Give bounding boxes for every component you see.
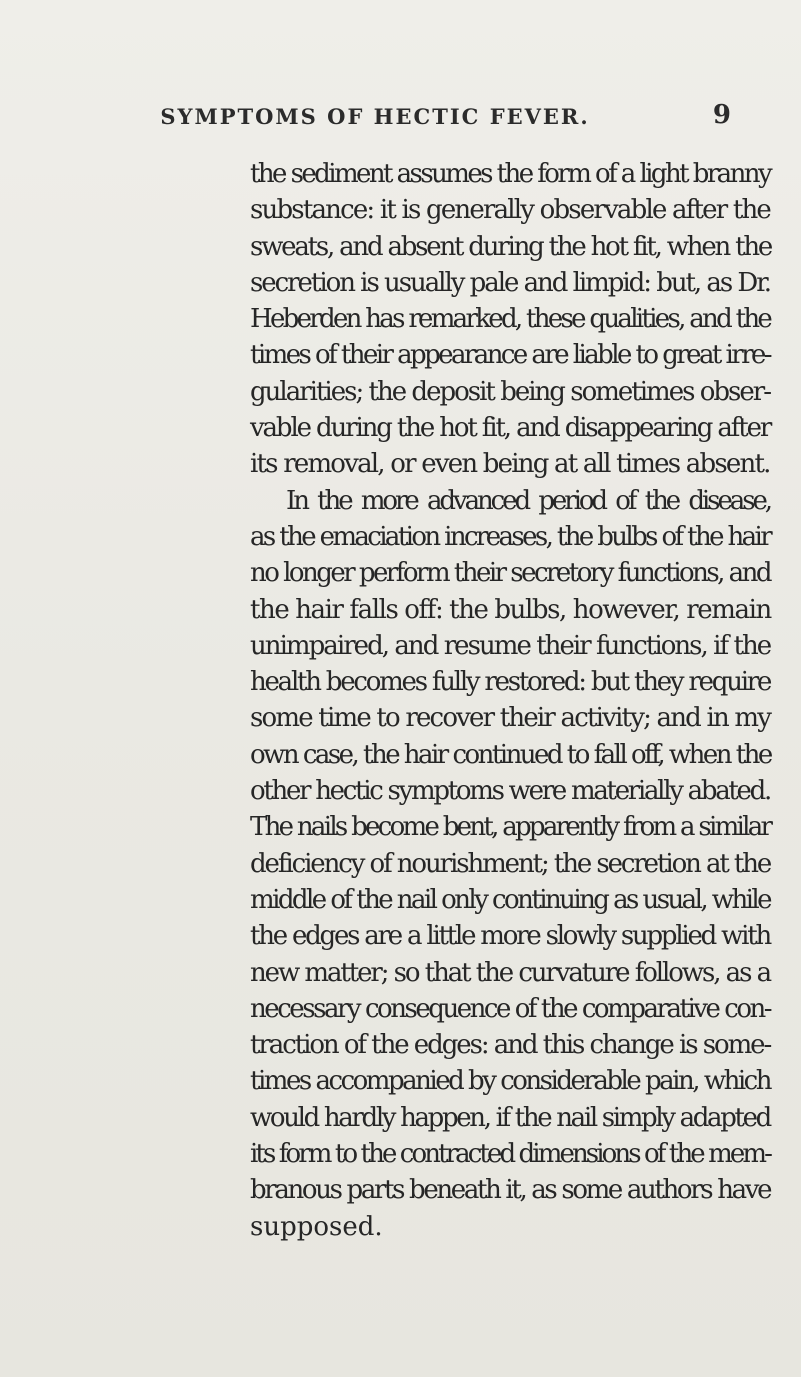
- text-line: vable during the hot fit, and disappearing after: [250, 413, 771, 444]
- text-line: unimpaired, and resume their functions, if the: [250, 630, 771, 661]
- paragraph-2: [250, 483, 770, 1245]
- text-line: middle of the nail only continuing as usual, while: [250, 884, 770, 915]
- text-line: times accompanied by considerable pain, which: [250, 1066, 770, 1097]
- text-line: traction of the edges: and this change is some-: [250, 1030, 771, 1061]
- page-number: 9: [712, 100, 731, 130]
- text-line: some time to recover their activity; and in my: [250, 703, 771, 734]
- text-line: new matter; so that the curvature follows, as a: [250, 957, 770, 988]
- text-line: its removal, or even being at all times absent.: [250, 449, 770, 480]
- text-line: health becomes fully restored: but they require: [250, 667, 771, 698]
- text-line: secretion is usually pale and limpid: but, as Dr.: [250, 267, 770, 298]
- text-line: no longer perform their secretory functions, and: [250, 558, 771, 589]
- text-line: own case, the hair continued to fall off, when the: [250, 739, 771, 770]
- paragraph-1: [250, 156, 770, 483]
- text-line: gularities; the deposit being sometimes obser-: [250, 376, 770, 407]
- text-line: as the emaciation increases, the bulbs of the hair: [250, 521, 771, 552]
- text-line: branous parts beneath it, as some authors have: [250, 1175, 771, 1206]
- text-line: The nails become bent, apparently from a similar: [250, 812, 771, 843]
- text-line: its form to the contracted dimensions of the mem-: [250, 1139, 771, 1170]
- text-line: Heberden has remarked, these qualities, and the: [250, 304, 771, 335]
- text-line: the sediment assumes the form of a light branny: [250, 159, 771, 189]
- text-line: other hectic symptoms were materially abated.: [250, 776, 770, 807]
- text-line: deficiency of nourishment; the secretion at the: [250, 848, 771, 879]
- text-line: substance: it is generally observable after the: [250, 195, 770, 226]
- text-line: would hardly happen, if the nail simply adapted: [250, 1102, 770, 1133]
- text-line: times of their appearance are liable to great irre-: [250, 340, 770, 371]
- text-line: the hair falls off: the bulbs, however, remain: [250, 594, 771, 625]
- text-line: necessary consequence of the comparative con-: [250, 993, 771, 1024]
- body-text: [250, 156, 770, 1245]
- text-line: supposed.: [250, 1211, 383, 1242]
- text-line: the edges are a little more slowly supplied with: [250, 921, 770, 952]
- text-line: In the more advanced period of the disease,: [286, 485, 770, 516]
- text-line: sweats, and absent during the hot fit, when the: [250, 231, 772, 262]
- running-head: [0, 100, 801, 138]
- running-title: SYMPTOMS OF HECTIC FEVER.: [160, 104, 590, 129]
